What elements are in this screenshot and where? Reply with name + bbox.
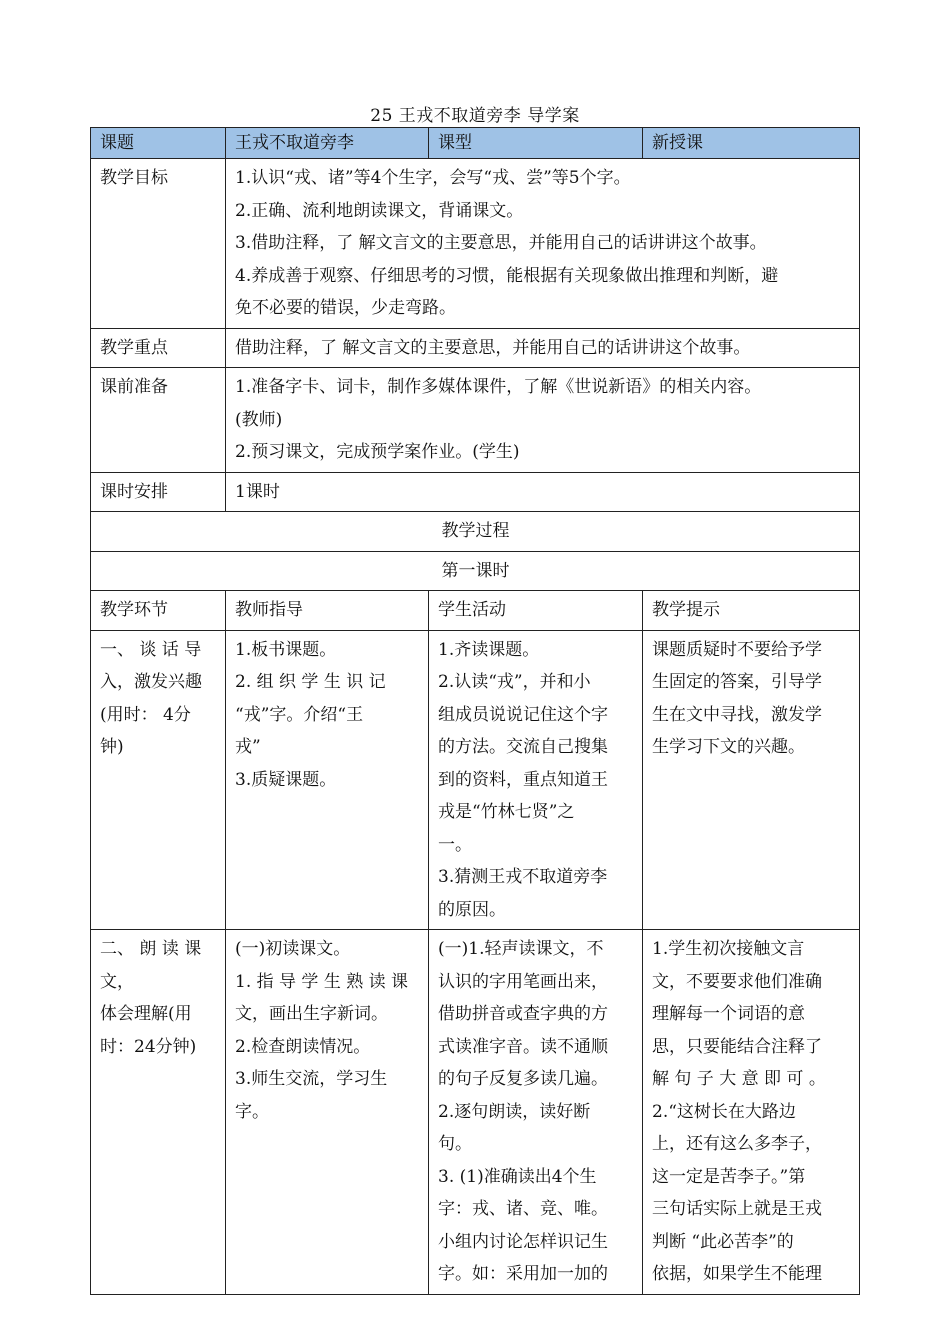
tips-line: 2.“这树长在大路边 — [652, 1101, 796, 1122]
goals-row — [91, 159, 860, 329]
process-title: 教学过程 — [91, 512, 860, 552]
goal-item: 免不必要的错误，少走弯路。 — [235, 298, 456, 318]
stage-line: 入，激发兴趣 — [100, 672, 202, 692]
prep-item: 2.预习课文，完成预学案作业。(学生) — [235, 442, 520, 462]
lesson-plan-table — [90, 127, 860, 1295]
step-stage-cell — [91, 930, 226, 1295]
tips-line: 生在文中寻找，激发学 — [652, 704, 822, 725]
step-tips-cell — [643, 930, 860, 1295]
label-topic: 课题 — [91, 128, 226, 159]
step-student-cell — [429, 930, 643, 1295]
teacher-line: 3.质疑课题。 — [235, 769, 337, 790]
column-header-teacher: 教师指导 — [226, 591, 429, 631]
goals-label: 教学目标 — [91, 159, 226, 329]
stage-line: 时：24分钟) — [100, 1036, 197, 1057]
student-line: 戎是“竹林七贤”之 — [438, 802, 575, 822]
teacher-line: 字。 — [235, 1101, 269, 1122]
tips-line: 思，只要能结合注释了 — [652, 1036, 822, 1057]
focus-row — [91, 328, 860, 368]
label-lesson-type: 课型 — [429, 128, 643, 159]
teacher-line: 1.板书课题。 — [235, 639, 337, 660]
tips-line: 依据，如果学生不能理 — [652, 1264, 822, 1284]
teacher-line: 3.师生交流，学习生 — [235, 1069, 388, 1089]
step-row — [91, 930, 860, 1295]
step-teacher-cell — [226, 930, 429, 1295]
student-line: 字：戎、诸、竞、唯。 — [438, 1199, 608, 1219]
goal-item: 1.认识“戎、诸”等4个生字，会写“戎、尝”等5个字。 — [235, 168, 631, 188]
tips-line: 解 句 子 大 意 即 可 。 — [652, 1069, 826, 1089]
student-line: 2.认读“戎”，并和小 — [438, 672, 591, 692]
goals-content — [226, 159, 860, 329]
document-title: 25 王戎不取道旁李 导学案 — [370, 106, 580, 126]
teacher-line: 2.检查朗读情况。 — [235, 1036, 371, 1057]
header-row — [91, 128, 860, 159]
student-line: (一)1.轻声读课文，不 — [438, 939, 604, 959]
student-line: 式读准字音。读不通顺 — [438, 1036, 608, 1057]
process-title-row — [91, 512, 860, 552]
prep-item: (教师) — [235, 409, 283, 430]
column-header-tips: 教学提示 — [643, 591, 860, 631]
goal-item: 4.养成善于观察、仔细思考的习惯，能根据有关现象做出推理和判断，避 — [235, 265, 779, 286]
focus-content: 借助注释，了 解文言文的主要意思，并能用自己的话讲讲这个故事。 — [226, 328, 860, 368]
stage-line: (用时： 4分 — [100, 704, 191, 725]
tips-line: 生固定的答案，引导学 — [652, 672, 822, 692]
teacher-line: 2. 组 织 学 生 识 记 — [235, 672, 386, 692]
tips-line: 这一定是苦李子。”第 — [652, 1166, 806, 1187]
student-line: 组成员说说记住这个字 — [438, 704, 608, 725]
student-line: 一。 — [438, 834, 472, 855]
student-line: 2.逐句朗读，读好断 — [438, 1101, 591, 1122]
step-stage-cell — [91, 630, 226, 930]
student-line: 句。 — [438, 1134, 472, 1154]
stage-line: 体会理解(用 — [100, 1004, 192, 1024]
column-header-row — [91, 591, 860, 631]
student-line: 1.齐读课题。 — [438, 639, 540, 660]
teacher-line: 戎” — [235, 737, 261, 757]
student-line: 认识的字用笔画出来， — [438, 971, 608, 992]
tips-line: 理解每一个词语的意 — [652, 1004, 805, 1024]
schedule-row — [91, 472, 860, 512]
step-row — [91, 630, 860, 930]
tips-line: 生学习下文的兴趣。 — [652, 737, 805, 757]
student-line: 3. (1)准确读出4个生 — [438, 1166, 597, 1187]
column-header-student: 学生活动 — [429, 591, 643, 631]
lesson-title-row — [91, 551, 860, 591]
teacher-line: 1. 指 导 学 生 熟 读 课 — [235, 971, 409, 992]
lesson-title: 第一课时 — [91, 551, 860, 591]
prep-label: 课前准备 — [91, 368, 226, 473]
value-topic: 王戎不取道旁李 — [226, 128, 429, 159]
focus-label: 教学重点 — [91, 328, 226, 368]
student-line: 的句子反复多读几遍。 — [438, 1069, 608, 1089]
student-line: 借助拼音或查字典的方 — [438, 1004, 608, 1024]
tips-line: 判断 “此必苦李”的 — [652, 1231, 794, 1252]
stage-line: 钟) — [100, 737, 124, 757]
step-tips-cell — [643, 630, 860, 930]
student-line: 的方法。交流自己搜集 — [438, 737, 608, 757]
stage-line: 一、 谈 话 导 — [100, 639, 202, 660]
tips-line: 文，不要要求他们准确 — [652, 971, 822, 992]
student-line: 字。如：采用加一加的 — [438, 1264, 608, 1284]
student-line: 3.猜测王戎不取道旁李 — [438, 867, 608, 887]
student-line: 到的资料，重点知道王 — [438, 769, 608, 790]
step-teacher-cell — [226, 630, 429, 930]
teacher-line: (一)初读课文。 — [235, 939, 351, 959]
prep-item: 1.准备字卡、词卡，制作多媒体课件，了解《世说新语》的相关内容。 — [235, 377, 762, 397]
value-lesson-type: 新授课 — [643, 128, 860, 159]
schedule-label: 课时安排 — [91, 472, 226, 512]
stage-line: 二、 朗 读 课 — [100, 939, 202, 959]
prep-content — [226, 368, 860, 473]
step-student-cell — [429, 630, 643, 930]
tips-line: 1.学生初次接触文言 — [652, 939, 805, 959]
schedule-content: 1课时 — [226, 472, 860, 512]
goal-item: 3.借助注释，了 解文言文的主要意思，并能用自己的话讲讲这个故事。 — [235, 233, 767, 253]
tips-line: 上，还有这么多李子， — [652, 1134, 822, 1154]
column-header-stage: 教学环节 — [91, 591, 226, 631]
tips-line: 课题质疑时不要给予学 — [652, 639, 822, 660]
student-line: 小组内讨论怎样识记生 — [438, 1231, 608, 1252]
tips-line: 三句话实际上就是王戎 — [652, 1199, 822, 1219]
teacher-line: “戎”字。介绍“王 — [235, 704, 364, 725]
teacher-line: 文，画出生字新词。 — [235, 1004, 388, 1024]
stage-line: 文， — [100, 971, 134, 992]
prep-row — [91, 368, 860, 473]
goal-item: 2.正确、流利地朗读课文，背诵课文。 — [235, 200, 524, 221]
student-line: 的原因。 — [438, 899, 506, 920]
